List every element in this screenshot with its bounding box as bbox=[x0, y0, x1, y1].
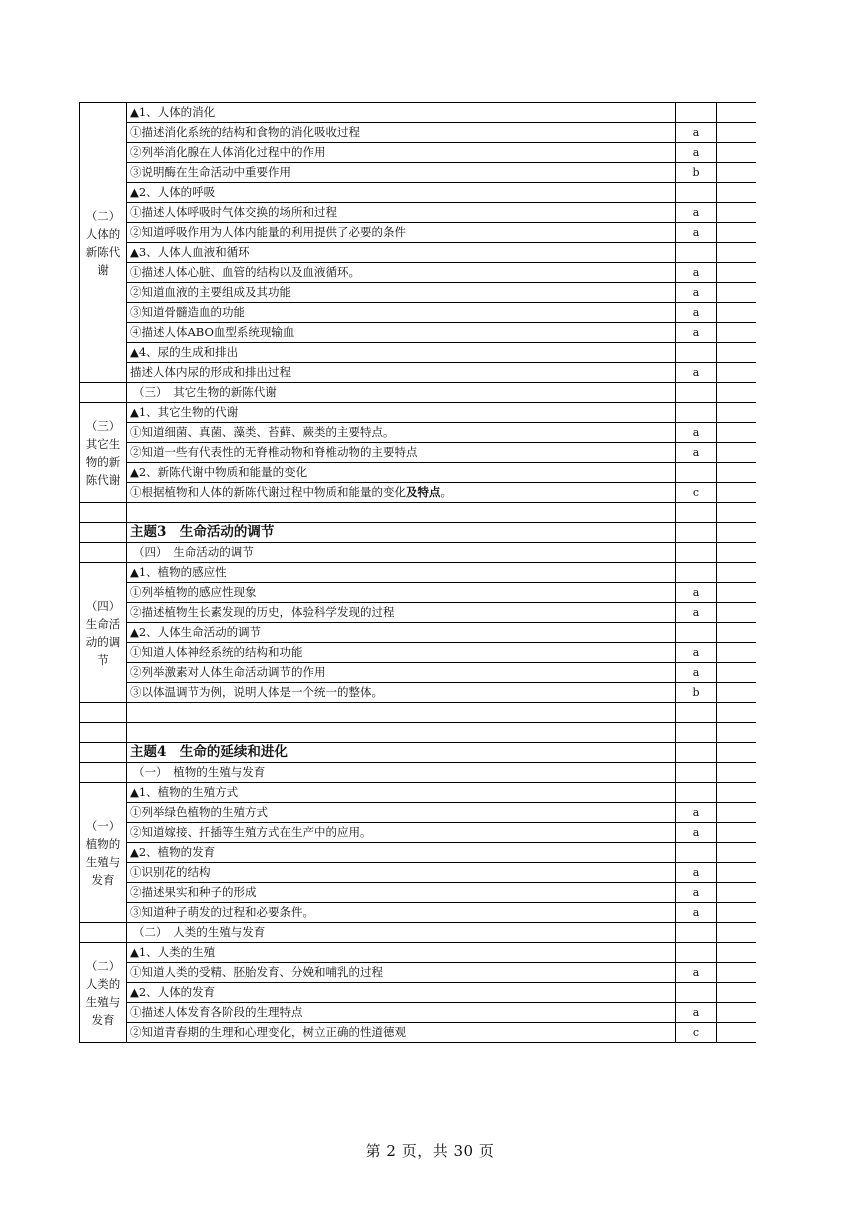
blank-cell bbox=[717, 183, 757, 203]
theme-row bbox=[80, 523, 757, 543]
empty-row bbox=[80, 723, 757, 743]
level-cell: a bbox=[676, 863, 717, 883]
blank-cell bbox=[717, 463, 757, 483]
level-cell: a bbox=[676, 903, 717, 923]
content-cell: ▲2、人体的发育 bbox=[127, 983, 676, 1003]
blank-cell bbox=[717, 903, 757, 923]
table-row bbox=[80, 643, 757, 663]
content-cell: ①知道细菌、真菌、藻类、苔藓、蕨类的主要特点。 bbox=[127, 423, 676, 443]
blank-cell bbox=[717, 843, 757, 863]
empty-row bbox=[80, 703, 757, 723]
blank-cell bbox=[80, 503, 127, 523]
content-tail: 。 bbox=[440, 485, 452, 499]
blank-cell bbox=[717, 323, 757, 343]
level-cell: b bbox=[676, 683, 717, 703]
blank-cell bbox=[80, 723, 127, 743]
content-cell bbox=[127, 483, 676, 503]
table-row bbox=[80, 463, 757, 483]
theme-row bbox=[80, 743, 757, 763]
content-cell: ③知道种子萌发的过程和必要条件。 bbox=[127, 903, 676, 923]
level-cell: a bbox=[676, 643, 717, 663]
content-cell: ③说明酶在生命活动中重要作用 bbox=[127, 163, 676, 183]
content-cell: ③知道骨髓造血的功能 bbox=[127, 303, 676, 323]
level-cell: a bbox=[676, 263, 717, 283]
blank-cell bbox=[80, 703, 127, 723]
emphasis-text: 及特点 bbox=[406, 485, 441, 499]
content-cell: ①列举植物的感应性现象 bbox=[127, 583, 676, 603]
blank-cell bbox=[717, 943, 757, 963]
curriculum-table-page bbox=[79, 102, 756, 1096]
content-cell bbox=[127, 723, 676, 743]
empty-row bbox=[80, 503, 757, 523]
table-row bbox=[80, 123, 757, 143]
blank-cell bbox=[717, 283, 757, 303]
content-cell: ▲1、其它生物的代谢 bbox=[127, 403, 676, 423]
content-cell: ①描述人体发育各阶段的生理特点 bbox=[127, 1003, 676, 1023]
blank-cell bbox=[717, 603, 757, 623]
blank-cell bbox=[717, 923, 757, 943]
table-row bbox=[80, 103, 757, 123]
level-cell: a bbox=[676, 123, 717, 143]
blank-cell bbox=[717, 263, 757, 283]
blank-cell bbox=[717, 243, 757, 263]
section-heading: （一） 植物的生殖与发育 bbox=[127, 763, 676, 783]
level-cell bbox=[676, 403, 717, 423]
level-cell bbox=[676, 943, 717, 963]
theme-title: 主题4 生命的延续和进化 bbox=[127, 743, 676, 763]
table-row bbox=[80, 263, 757, 283]
blank-cell bbox=[717, 343, 757, 363]
table-row bbox=[80, 943, 757, 963]
blank-cell bbox=[717, 883, 757, 903]
table-row bbox=[80, 623, 757, 643]
page-number-footer: 第 2 页，共 30 页 bbox=[365, 1142, 495, 1160]
content-cell: ④描述人体ABO血型系统现输血 bbox=[127, 323, 676, 343]
content-text: ①根据植物和人体的新陈代谢过程中物质和能量的变化 bbox=[130, 485, 406, 499]
blank-cell bbox=[717, 623, 757, 643]
table-row bbox=[80, 343, 757, 363]
level-cell: a bbox=[676, 663, 717, 683]
content-cell: ②知道一些有代表性的无脊椎动物和脊椎动物的主要特点 bbox=[127, 443, 676, 463]
content-cell: ③以体温调节为例，说明人体是一个统一的整体。 bbox=[127, 683, 676, 703]
blank-cell bbox=[717, 363, 757, 383]
level-cell: a bbox=[676, 223, 717, 243]
blank-cell bbox=[717, 203, 757, 223]
table-row bbox=[80, 203, 757, 223]
level-cell: a bbox=[676, 443, 717, 463]
blank-cell bbox=[717, 423, 757, 443]
blank-cell bbox=[717, 723, 757, 743]
table-row bbox=[80, 863, 757, 883]
level-cell bbox=[676, 563, 717, 583]
content-cell: ▲4、尿的生成和排出 bbox=[127, 343, 676, 363]
content-cell bbox=[127, 503, 676, 523]
content-cell: ②列举激素对人体生命活动调节的作用 bbox=[127, 663, 676, 683]
table-row bbox=[80, 303, 757, 323]
table-row bbox=[80, 423, 757, 443]
table-row bbox=[80, 803, 757, 823]
table-row bbox=[80, 683, 757, 703]
table-row bbox=[80, 143, 757, 163]
blank-cell bbox=[717, 703, 757, 723]
table-row bbox=[80, 163, 757, 183]
level-cell: a bbox=[676, 283, 717, 303]
blank-cell bbox=[80, 383, 127, 403]
content-cell: ②知道呼吸作用为人体内能量的利用提供了必要的条件 bbox=[127, 223, 676, 243]
blank-cell bbox=[717, 143, 757, 163]
table-row bbox=[80, 563, 757, 583]
group-label-other-organisms: （三）其它生物的新陈代谢 bbox=[80, 403, 127, 503]
level-cell: a bbox=[676, 143, 717, 163]
content-cell: ①描述人体心脏、血管的结构以及血液循环。 bbox=[127, 263, 676, 283]
table-row bbox=[80, 183, 757, 203]
table-row bbox=[80, 323, 757, 343]
blank-cell bbox=[717, 663, 757, 683]
table-row bbox=[80, 283, 757, 303]
table-row bbox=[80, 823, 757, 843]
blank-cell bbox=[717, 803, 757, 823]
blank-cell bbox=[717, 403, 757, 423]
level-cell: a bbox=[676, 1003, 717, 1023]
blank-cell bbox=[717, 443, 757, 463]
content-cell: ▲2、新陈代谢中物质和能量的变化 bbox=[127, 463, 676, 483]
content-cell: ①描述人体呼吸时气体交换的场所和过程 bbox=[127, 203, 676, 223]
level-cell: a bbox=[676, 823, 717, 843]
section-row bbox=[80, 383, 757, 403]
level-cell bbox=[676, 103, 717, 123]
group-label-human-reproduction: （二）人类的生殖与发育 bbox=[80, 943, 127, 1043]
table-row bbox=[80, 363, 757, 383]
level-cell bbox=[676, 343, 717, 363]
level-cell: a bbox=[676, 323, 717, 343]
blank-cell bbox=[717, 163, 757, 183]
level-cell: a bbox=[676, 423, 717, 443]
section-heading: （二） 人类的生殖与发育 bbox=[127, 923, 676, 943]
curriculum-table bbox=[79, 102, 756, 1043]
content-cell: ①知道人体神经系统的结构和功能 bbox=[127, 643, 676, 663]
blank-cell bbox=[717, 483, 757, 503]
level-cell bbox=[676, 743, 717, 763]
level-cell: a bbox=[676, 603, 717, 623]
section-heading: （三） 其它生物的新陈代谢 bbox=[127, 383, 676, 403]
content-cell: ▲1、植物的生殖方式 bbox=[127, 783, 676, 803]
content-cell: ②描述果实和种子的形成 bbox=[127, 883, 676, 903]
group-label-human-metabolism: （二）人体的新陈代谢 bbox=[80, 103, 127, 383]
level-cell bbox=[676, 763, 717, 783]
blank-cell bbox=[717, 1003, 757, 1023]
level-cell bbox=[676, 983, 717, 1003]
content-cell: ①识别花的结构 bbox=[127, 863, 676, 883]
level-cell bbox=[676, 923, 717, 943]
blank-cell bbox=[80, 923, 127, 943]
blank-cell bbox=[717, 383, 757, 403]
blank-cell bbox=[717, 823, 757, 843]
blank-cell bbox=[717, 523, 757, 543]
table-row bbox=[80, 403, 757, 423]
level-cell bbox=[676, 783, 717, 803]
blank-cell bbox=[717, 563, 757, 583]
blank-cell bbox=[717, 783, 757, 803]
content-cell: ▲1、人类的生殖 bbox=[127, 943, 676, 963]
blank-cell bbox=[80, 523, 127, 543]
level-cell: a bbox=[676, 363, 717, 383]
level-cell bbox=[676, 523, 717, 543]
table-row bbox=[80, 443, 757, 463]
table-row bbox=[80, 983, 757, 1003]
level-cell bbox=[676, 543, 717, 563]
level-cell: a bbox=[676, 883, 717, 903]
level-cell: a bbox=[676, 583, 717, 603]
level-cell: a bbox=[676, 963, 717, 983]
level-cell bbox=[676, 383, 717, 403]
level-cell: b bbox=[676, 163, 717, 183]
blank-cell bbox=[717, 123, 757, 143]
level-cell bbox=[676, 703, 717, 723]
content-cell: ▲1、人体的消化 bbox=[127, 103, 676, 123]
level-cell bbox=[676, 243, 717, 263]
table-row bbox=[80, 243, 757, 263]
level-cell: a bbox=[676, 203, 717, 223]
blank-cell bbox=[717, 543, 757, 563]
table-row bbox=[80, 1003, 757, 1023]
table-row bbox=[80, 663, 757, 683]
content-cell: 描述人体内尿的形成和排出过程 bbox=[127, 363, 676, 383]
blank-cell bbox=[717, 1023, 757, 1043]
section-row bbox=[80, 763, 757, 783]
content-cell: ①描述消化系统的结构和食物的消化吸收过程 bbox=[127, 123, 676, 143]
table-row bbox=[80, 1023, 757, 1043]
table-row bbox=[80, 483, 757, 503]
table-row bbox=[80, 903, 757, 923]
blank-cell bbox=[717, 303, 757, 323]
blank-cell bbox=[717, 503, 757, 523]
blank-cell bbox=[717, 743, 757, 763]
content-cell: ①列举绿色植物的生殖方式 bbox=[127, 803, 676, 823]
content-cell: ▲2、人体生命活动的调节 bbox=[127, 623, 676, 643]
blank-cell bbox=[717, 683, 757, 703]
blank-cell bbox=[717, 983, 757, 1003]
content-cell: ①知道人类的受精、胚胎发育、分娩和哺乳的过程 bbox=[127, 963, 676, 983]
section-row bbox=[80, 543, 757, 563]
table-row bbox=[80, 963, 757, 983]
group-label-plant-reproduction: （一）植物的生殖与发育 bbox=[80, 783, 127, 923]
level-cell: c bbox=[676, 1023, 717, 1043]
table-row bbox=[80, 883, 757, 903]
content-cell: ▲2、植物的发育 bbox=[127, 843, 676, 863]
section-heading: （四） 生命活动的调节 bbox=[127, 543, 676, 563]
blank-cell bbox=[80, 543, 127, 563]
theme-title: 主题3 生命活动的调节 bbox=[127, 523, 676, 543]
content-cell: ▲2、人体的呼吸 bbox=[127, 183, 676, 203]
level-cell bbox=[676, 463, 717, 483]
table-row bbox=[80, 223, 757, 243]
blank-cell bbox=[80, 743, 127, 763]
blank-cell bbox=[717, 863, 757, 883]
content-cell: ②列举消化腺在人体消化过程中的作用 bbox=[127, 143, 676, 163]
level-cell bbox=[676, 723, 717, 743]
content-cell: ②描述植物生长素发现的历史，体验科学发现的过程 bbox=[127, 603, 676, 623]
content-cell: ②知道血液的主要组成及其功能 bbox=[127, 283, 676, 303]
blank-cell bbox=[717, 763, 757, 783]
table-row bbox=[80, 843, 757, 863]
blank-cell bbox=[717, 103, 757, 123]
blank-cell bbox=[717, 223, 757, 243]
blank-cell bbox=[717, 583, 757, 603]
table-row bbox=[80, 583, 757, 603]
content-cell: ▲3、人体人血液和循环 bbox=[127, 243, 676, 263]
content-cell: ②知道青春期的生理和心理变化，树立正确的性道德观 bbox=[127, 1023, 676, 1043]
blank-cell bbox=[717, 963, 757, 983]
content-cell bbox=[127, 703, 676, 723]
blank-cell bbox=[717, 643, 757, 663]
content-cell: ▲1、植物的感应性 bbox=[127, 563, 676, 583]
blank-cell bbox=[80, 763, 127, 783]
level-cell: a bbox=[676, 303, 717, 323]
table-row bbox=[80, 783, 757, 803]
level-cell bbox=[676, 843, 717, 863]
group-label-regulation: （四）生命活动的调节 bbox=[80, 563, 127, 703]
level-cell: a bbox=[676, 803, 717, 823]
level-cell: c bbox=[676, 483, 717, 503]
level-cell bbox=[676, 183, 717, 203]
level-cell bbox=[676, 503, 717, 523]
level-cell bbox=[676, 623, 717, 643]
section-row bbox=[80, 923, 757, 943]
content-cell: ②知道嫁接、扦插等生殖方式在生产中的应用。 bbox=[127, 823, 676, 843]
table-row bbox=[80, 603, 757, 623]
